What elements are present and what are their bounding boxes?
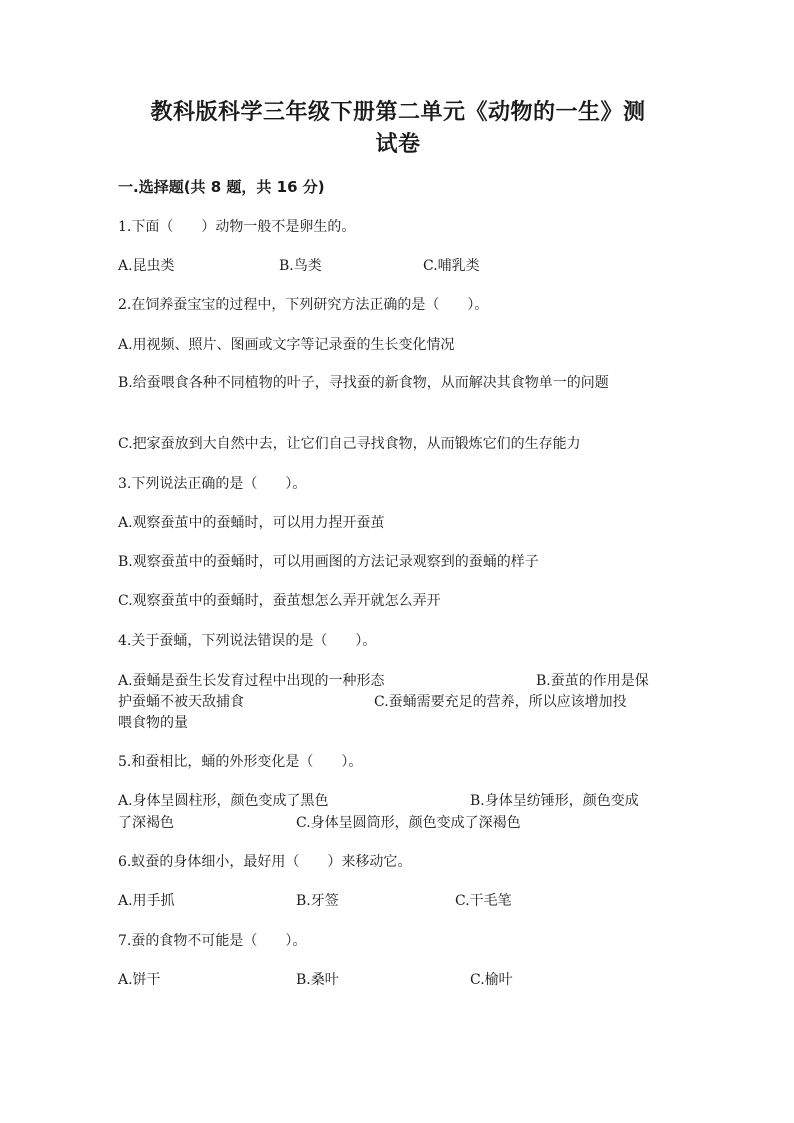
exam-title-line-1: 教科版科学三年级下册第二单元《动物的一生》测: [150, 100, 646, 125]
question-6-option-b: B.牙签: [296, 893, 339, 909]
question-7-stem: 7.蚕的食物不可能是（ ）。: [118, 933, 307, 949]
question-1-option-b: B.鸟类: [279, 258, 322, 274]
question-3-option-b: B.观察蚕茧中的蚕蛹时，可以用画图的方法记录观察到的蚕蛹的样子: [118, 554, 539, 570]
question-5-option-b-part2: 了深褐色: [118, 815, 174, 831]
question-4-option-a: A.蚕蛹是蚕生长发育过程中出现的一种形态: [118, 673, 385, 689]
question-4-option-b-part1: B.蚕茧的作用是保: [536, 673, 649, 689]
question-3-option-c: C.观察蚕茧中的蚕蛹时，蚕茧想怎么弄开就怎么弄开: [118, 593, 441, 609]
question-1-stem: 1.下面（ ）动物一般不是卵生的。: [118, 219, 356, 235]
exam-title-line-2: 试卷: [375, 132, 421, 157]
question-4-option-c-part2: 喂食物的量: [118, 715, 188, 731]
question-4-option-c-part1: C.蚕蛹需要充足的营养，所以应该增加投: [374, 694, 627, 710]
question-2-option-c: C.把家蚕放到大自然中去，让它们自己寻找食物，从而锻炼它们的生存能力: [118, 436, 581, 452]
question-4-stem: 4.关于蚕蛹，下列说法错误的是（ ）。: [118, 633, 377, 649]
question-2-option-a: A.用视频、照片、图画或文字等记录蚕的生长变化情况: [118, 337, 455, 353]
question-3-stem: 3.下列说法正确的是（ ）。: [118, 476, 307, 492]
question-6-stem: 6.蚁蚕的身体细小，最好用（ ）来移动它。: [118, 854, 412, 870]
question-5-stem: 5.和蚕相比，蛹的外形变化是（ ）。: [118, 754, 363, 770]
question-1-option-a: A.昆虫类: [118, 258, 175, 274]
question-1-option-c: C.哺乳类: [423, 258, 480, 274]
question-2-option-b: B.给蚕喂食各种不同植物的叶子，寻找蚕的新食物，从而解决其食物单一的问题: [118, 375, 609, 391]
question-4-option-b-part2: 护蚕蛹不被天敌捕食: [118, 694, 244, 710]
question-3-option-a: A.观察蚕茧中的蚕蛹时，可以用力捏开蚕茧: [118, 515, 385, 531]
question-5-option-b-part1: B.身体呈纺锤形，颜色变成: [470, 793, 639, 809]
question-6-option-a: A.用手抓: [118, 893, 175, 909]
question-2-stem: 2.在饲养蚕宝宝的过程中，下列研究方法正确的是（ ）。: [118, 297, 489, 313]
question-5-option-a: A.身体呈圆柱形，颜色变成了黑色: [118, 793, 329, 809]
question-5-option-c: C.身体呈圆筒形，颜色变成了深褐色: [296, 815, 521, 831]
question-6-option-c: C.干毛笔: [455, 893, 512, 909]
question-7-option-a: A.饼干: [118, 972, 161, 988]
question-7-option-c: C.榆叶: [470, 972, 513, 988]
question-7-option-b: B.桑叶: [296, 972, 339, 988]
section-heading: 一.选择题(共 8 题，共 16 分): [118, 178, 325, 196]
